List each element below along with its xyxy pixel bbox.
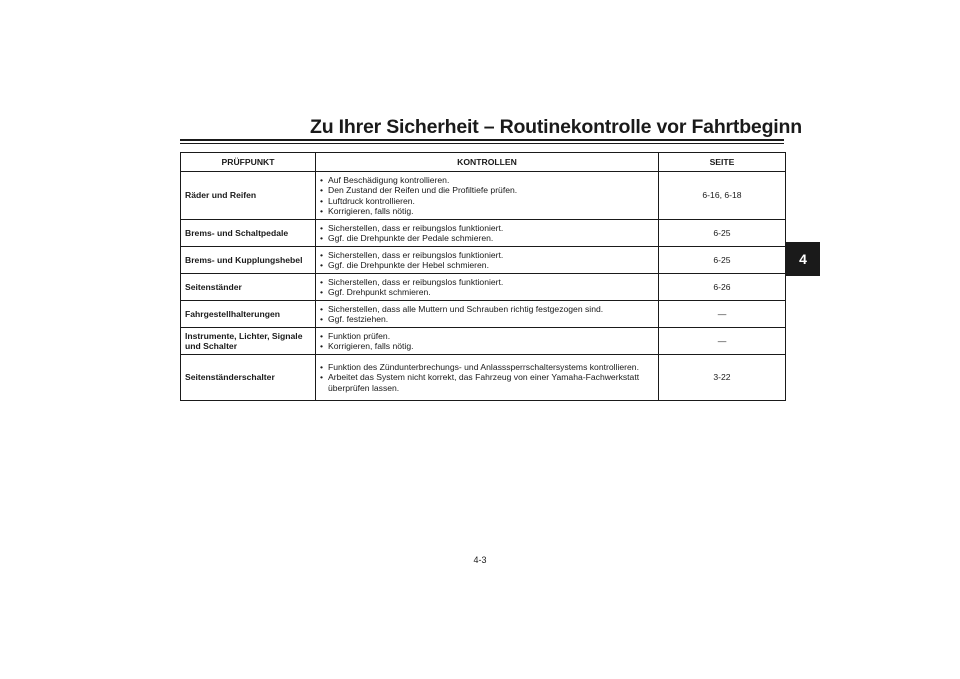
table-row <box>181 355 786 401</box>
row-page: 6-25 <box>659 220 786 247</box>
row-checks <box>316 172 659 220</box>
row-page: 6-26 <box>659 274 786 301</box>
row-item: Brems- und Schaltpedale <box>181 220 316 247</box>
check-line: • Auf Beschädigung kontrollieren. <box>320 175 654 185</box>
check-line: • Luftdruck kontrollieren. <box>320 196 654 206</box>
check-line: • Funktion des Zündunterbrechungs- und Anlasssperrschaltersystems kontrollieren. <box>320 362 654 372</box>
row-item: Seitenständerschalter <box>181 355 316 401</box>
check-line: • Den Zustand der Reifen und die Profiltiefe prüfen. <box>320 185 654 195</box>
row-checks <box>316 301 659 328</box>
row-item: Räder und Reifen <box>181 172 316 220</box>
row-page: 3-22 <box>659 355 786 401</box>
page-number: 4-3 <box>473 555 487 565</box>
column-header-page: SEITE <box>659 153 786 172</box>
row-item: Instrumente, Lichter, Signale und Schalter <box>181 328 316 355</box>
column-header-checks: KONTROLLEN <box>316 153 659 172</box>
row-checks <box>316 247 659 274</box>
check-line: • Sicherstellen, dass er reibungslos funktioniert. <box>320 277 654 287</box>
title-rule-thin <box>180 143 784 144</box>
row-page: 6-16, 6-18 <box>659 172 786 220</box>
row-checks <box>316 274 659 301</box>
row-checks <box>316 328 659 355</box>
check-line: • Arbeitet das System nicht korrekt, das Fahrzeug von einer Yamaha-Fachwerkstatt überprüfen lassen. <box>320 372 654 393</box>
row-item: Brems- und Kupplungshebel <box>181 247 316 274</box>
table-row <box>181 301 786 328</box>
row-item: Seitenständer <box>181 274 316 301</box>
chapter-tab: 4 <box>786 242 820 276</box>
check-line: • Korrigieren, falls nötig. <box>320 206 654 216</box>
column-header-item: PRÜFPUNKT <box>181 153 316 172</box>
inspection-table <box>180 152 786 401</box>
row-page: — <box>659 328 786 355</box>
row-checks <box>316 220 659 247</box>
row-page: — <box>659 301 786 328</box>
table-row <box>181 172 786 220</box>
check-line: • Sicherstellen, dass alle Muttern und Schrauben richtig festgezogen sind. <box>320 304 654 314</box>
table-row <box>181 247 786 274</box>
check-line: • Ggf. die Drehpunkte der Pedale schmieren. <box>320 233 654 243</box>
page-title: Zu Ihrer Sicherheit – Routinekontrolle vor Fahrtbeginn <box>310 116 802 138</box>
check-line: • Sicherstellen, dass er reibungslos funktioniert. <box>320 223 654 233</box>
row-page: 6-25 <box>659 247 786 274</box>
row-checks <box>316 355 659 401</box>
check-line: • Ggf. festziehen. <box>320 314 654 324</box>
row-item: Fahrgestellhalterungen <box>181 301 316 328</box>
table-header-row <box>181 153 786 172</box>
table-row <box>181 274 786 301</box>
table-row <box>181 220 786 247</box>
table-row <box>181 328 786 355</box>
check-line: • Ggf. Drehpunkt schmieren. <box>320 287 654 297</box>
check-line: • Korrigieren, falls nötig. <box>320 341 654 351</box>
check-line: • Ggf. die Drehpunkte der Hebel schmieren. <box>320 260 654 270</box>
title-rule-thick <box>180 139 784 141</box>
check-line: • Funktion prüfen. <box>320 331 654 341</box>
check-line: • Sicherstellen, dass er reibungslos funktioniert. <box>320 250 654 260</box>
